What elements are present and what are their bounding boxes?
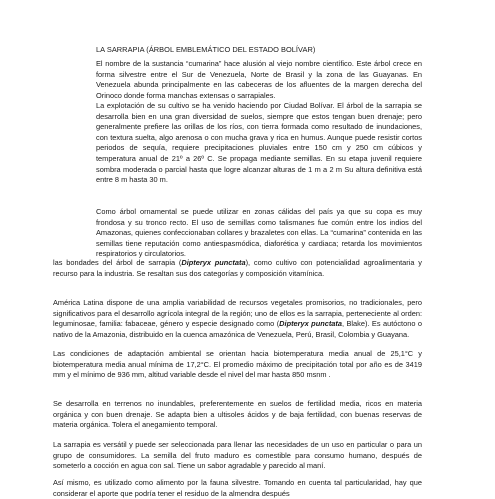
species-name: Dipteryx punctata bbox=[181, 258, 246, 267]
paragraph-america-latina bbox=[53, 298, 422, 340]
paragraph-cumarina: El nombre de la sustancia “cumarina” hace alusión al viejo nombre científico. Este árbol crece en forma silvestre entre el Sur de Venezuela, Norte de Brasil y la zona de las Guayanas. En Venezuela abunda principalmente en las cabeceras de los afluentes de la margen derecha del Orinoco donde forma manchas extensas o sarrapiales. bbox=[96, 59, 422, 100]
paragraph-cultivation: La explotación de su cultivo se ha venido haciendo por Ciudad Bolívar. El árbol de la sarrapia se desarrolla bien en una gran diversidad de suelos, siempre que estos tengan buen drenaje; pero generalmente prefiere las orillas de los ríos, con tierra formada como resultado de inundaciones, con textura suelta, algo arenosa o con mucha grava y rica en humus. Aunque puede resistir cortos periodos de sequía, requiere precipitaciones pluviales entre 150 cm y 250 cm cúbicos y temperatura anual de 21º a 26º C. Se propaga mediante semillas. En su etapa juvenil requiere sombra moderada o parcial hasta que logre alcanzar alturas de 1 m a 2 m Su altura definitiva está entre 8 m hasta 30 m. bbox=[96, 101, 422, 185]
paragraph-versatile: La sarrapia es versátil y puede ser seleccionada para llenar las necesidades de un uso en particular o para un grupo de consumidores. La semilla del fruto maduro es comestible para consumo humano, después de someterlo a cocción en agua con sal. Tiene un sabor agradable y parecido al maní. bbox=[53, 440, 422, 471]
document-title: LA SARRAPIA (ÁRBOL EMBLEMÁTICO DEL ESTADO BOLÍVAR) bbox=[96, 45, 316, 54]
species-name: Dipteryx punctata bbox=[279, 319, 342, 329]
paragraph-ornamental: Como árbol ornamental se puede utilizar en zonas cálidas del país ya que su copa es muy frondosa y su tronco recto. El uso de semillas como talismanes fue común entre los indios del Amazonas, quienes confeccionaban collares y brazaletes con ellas. La “cumarina” contenida en las semillas tiene reputación como antiespasmódica, diaforética y cardiaca; retarda los movimientos respiratorios y circulatorios. bbox=[96, 207, 422, 259]
paragraph-text: América Latina dispone de una amplia variabilidad de recursos vegetales promisorios, no tradicionales, pero significativos para el desarrollo agrícola integral de la región; uno de ellos es la sarrapia, perteneciente al orden: leguminosae, familia: fabaceae, género y especie designado como ( bbox=[53, 298, 422, 329]
paragraph-bondades bbox=[53, 258, 422, 279]
paragraph-text: , Blake). Es autóctono o nativo de la Amazonia, distribuido en la cuenca amazónica de Venezuela, Perú, Brasil, Colombia y Guayana. bbox=[53, 319, 422, 339]
paragraph-soils: Se desarrolla en terrenos no inundables, preferentemente en suelos de fertilidad media, ricos en materia orgánica y con buen drenaje. Se adapta bien a ultisoles ácidos y de baja fertilidad, con buenas reservas de materia orgánica. Tolera el anegamiento temporal. bbox=[53, 399, 422, 430]
paragraph-text: las bondades del árbol de sarrapia ( bbox=[53, 258, 182, 267]
paragraph-text: ), como cultivo con potencialidad agroalimentaria y recurso para la industria. Se resaltan sus dos categorías y composición vitamínica. bbox=[53, 258, 422, 278]
paragraph-fauna: Así mismo, es utilizado como alimento por la fauna silvestre. Tomando en cuenta tal particularidad, hay que considerar el aporte que podría tener el residuo de la almendra después bbox=[53, 478, 422, 498]
paragraph-adaptation: Las condiciones de adaptación ambiental se orientan hacia biotemperatura media anual de 25,1°C y biotemperatura media anual mínima de 17,2°C. El promedio máximo de precipitación total por año es de 3419 mm y el mínimo de 936 mm, altitud variable desde el nivel del mar hasta 850 msnm . bbox=[53, 349, 422, 380]
